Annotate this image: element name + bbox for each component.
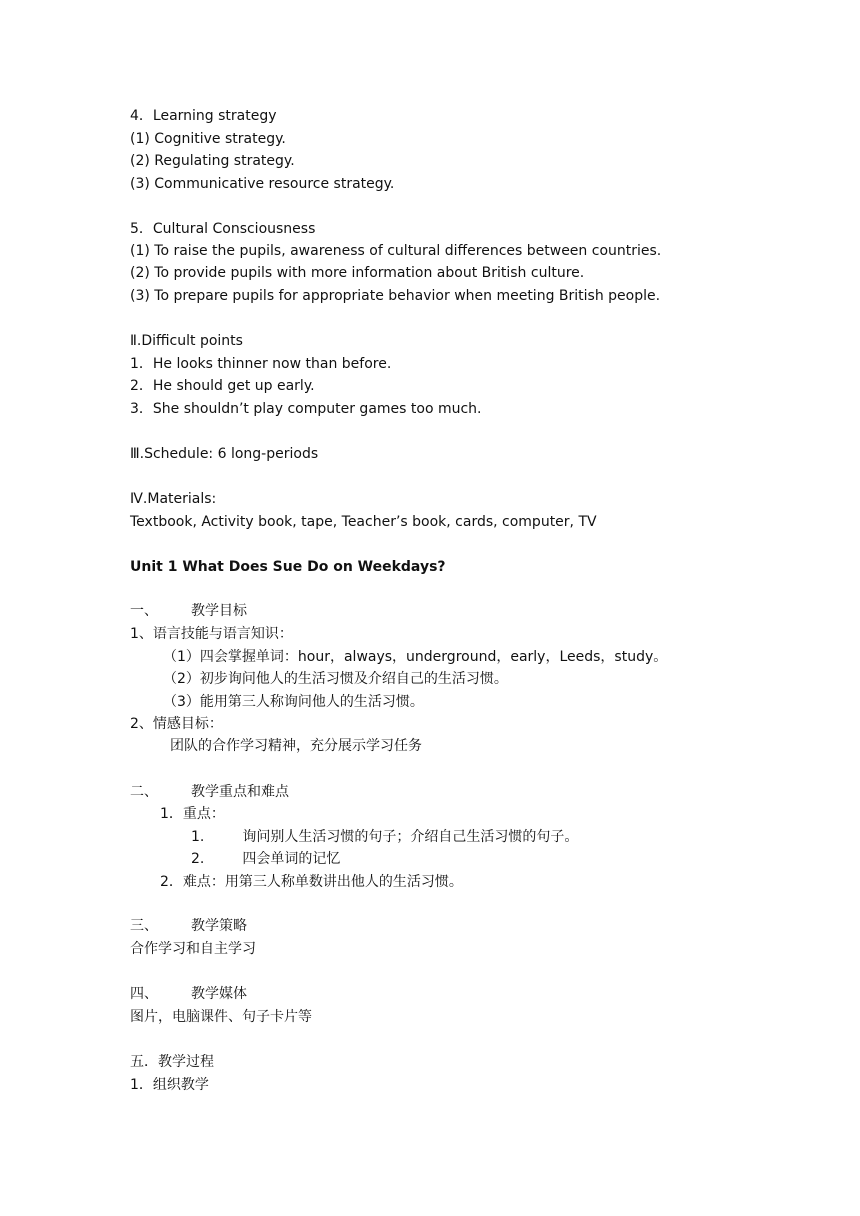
sec2-subitem [191,848,340,870]
cultural-item: (1) To raise the pupils, awareness of cultural differences between countries. [130,243,662,259]
section-number: 一、 [130,603,158,619]
section-title: 教学重点和难点 [191,784,289,800]
learning-strategy-item: (3) Communicative resource strategy. [130,176,395,192]
materials-heading: Ⅳ.Materials: [130,491,217,507]
sec1-item: （3）能用第三人称询问他人的生活习惯。 [163,694,424,710]
sec1-sub2: 2、情感目标： [130,716,223,732]
cultural-item: (2) To provide pupils with more information about British culture. [130,265,585,281]
section-title: 教学目标 [191,603,247,619]
section-number: 三、 [130,918,158,934]
sec5-title: 五．教学过程 [130,1054,214,1070]
sec1-item: （2）初步询问他人的生活习惯及介绍自己的生活习惯。 [163,671,508,687]
section-number: 二、 [130,784,158,800]
subitem-text: 询问别人生活习惯的句子；介绍自己生活习惯的句子。 [242,829,579,845]
section-title: 教学媒体 [191,986,247,1002]
unit-title: Unit 1 What Does Sue Do on Weekdays? [130,559,446,575]
sec2-subitem [191,826,578,848]
section-heading [130,781,289,803]
subitem-number: 2. [191,851,205,867]
sec1-sub1: 1、语言技能与语言知识： [130,626,293,642]
section-heading [130,983,247,1005]
difficult-item: 2．He should get up early. [130,378,315,394]
sec5-item: 1．组织教学 [130,1077,209,1093]
section-number: 四、 [130,986,158,1002]
learning-strategy-heading: 4．Learning strategy [130,108,277,124]
cultural-item: (3) To prepare pupils for appropriate behavior when meeting British people. [130,288,661,304]
difficult-item: 1．He looks thinner now than before. [130,356,392,372]
sec1-sub2-text: 团队的合作学习精神，充分展示学习任务 [170,738,422,754]
sec2-point: 1．重点： [160,806,225,822]
section-heading [130,600,247,622]
difficult-item: 3．She shouldn’t play computer games too much. [130,401,482,417]
schedule: Ⅲ.Schedule: 6 long-periods [130,446,319,462]
subitem-number: 1. [191,829,205,845]
difficult-heading: Ⅱ.Difficult points [130,333,243,349]
learning-strategy-item: (1) Cognitive strategy. [130,131,286,147]
materials-text: Textbook, Activity book, tape, Teacher’s book, cards, computer, TV [130,514,597,530]
subitem-text: 四会单词的记忆 [242,851,341,867]
learning-strategy-item: (2) Regulating strategy. [130,153,295,169]
cultural-heading: 5．Cultural Consciousness [130,221,316,237]
section-heading [130,915,247,937]
sec1-item: （1）四会掌握单词：hour，always，underground，early，Leeds，study。 [163,649,668,665]
sec3-text: 合作学习和自主学习 [130,941,256,957]
section-title: 教学策略 [191,918,247,934]
sec4-text: 图片，电脑课件、句子卡片等 [130,1009,312,1025]
sec2-point: 2．难点：用第三人称单数讲出他人的生活习惯。 [160,874,463,890]
